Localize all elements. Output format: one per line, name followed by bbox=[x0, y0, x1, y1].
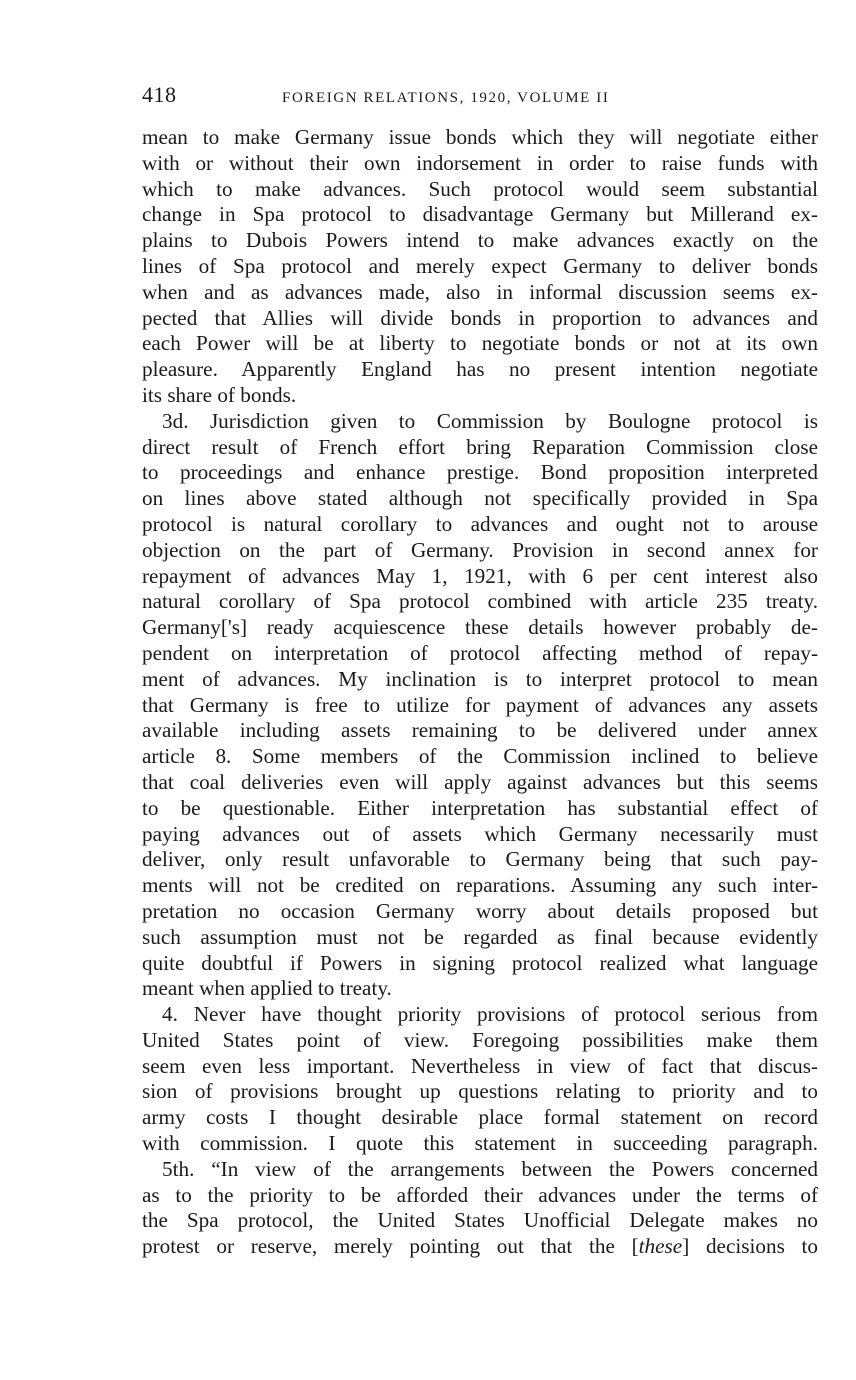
page-header bbox=[142, 82, 818, 112]
text-line: 3d. Jurisdiction given to Commission by Boulogne protocol is bbox=[162, 408, 818, 433]
text-line: each Power will be at liberty to negotiate bonds or not at its own bbox=[142, 331, 818, 356]
text-line: natural corollary of Spa protocol combined with article 235 treaty. bbox=[142, 589, 818, 614]
text-line: United States point of view. Foregoing possibilities make them bbox=[142, 1027, 818, 1052]
text-line: ment of advances. My inclination is to interpret protocol to mean bbox=[142, 666, 818, 691]
text-line: on lines above stated although not specifically provided in Spa bbox=[142, 486, 818, 511]
text-line: ments will not be credited on reparations. Assuming any such inter- bbox=[142, 873, 818, 898]
text-line: the Spa protocol, the United States Unofficial Delegate makes no bbox=[142, 1208, 818, 1233]
text-line: meant when applied to treaty. bbox=[142, 976, 392, 1001]
document-page bbox=[142, 82, 818, 1260]
text-line: seem even less important. Nevertheless in view of fact that discus- bbox=[142, 1053, 818, 1078]
text-line: with or without their own indorsement in order to raise funds with bbox=[142, 150, 818, 175]
running-head: FOREIGN RELATIONS, 1920, VOLUME II bbox=[282, 90, 610, 106]
text-line: available including assets remaining to be delivered under annex bbox=[142, 718, 818, 743]
text-line: pleasure. Apparently England has no present intention negotiate bbox=[142, 357, 818, 382]
text-line: quite doubtful if Powers in signing protocol realized what language bbox=[142, 950, 818, 975]
text-line: which to make advances. Such protocol would seem substantial bbox=[142, 176, 818, 201]
text-line: to be questionable. Either interpretation has substantial effect of bbox=[142, 795, 818, 820]
text-line: sion of provisions brought up questions relating to priority and to bbox=[142, 1079, 818, 1104]
text-line: to proceedings and enhance prestige. Bond proposition interpreted bbox=[142, 460, 818, 485]
text-line: pretation no occasion Germany worry about details proposed but bbox=[142, 898, 818, 923]
text-line: direct result of French effort bring Reparation Commission close bbox=[142, 434, 818, 459]
text-line: that coal deliveries even will apply against advances but this seems bbox=[142, 769, 818, 794]
text-line: with commission. I quote this statement in succeeding paragraph. bbox=[142, 1131, 818, 1156]
final-line-before: protest or reserve, merely pointing out that the [ bbox=[142, 1234, 639, 1259]
text-line: protocol is natural corollary to advances and ought not to arouse bbox=[142, 511, 818, 536]
final-line-after: ] decisions to bbox=[682, 1234, 819, 1259]
text-line: 4. Never have thought priority provisions of protocol serious from bbox=[162, 1002, 818, 1027]
text-line: its share of bonds. bbox=[142, 382, 297, 407]
text-line: lines of Spa protocol and merely expect Germany to deliver bonds bbox=[142, 253, 818, 278]
text-line: plains to Dubois Powers intend to make advances exactly on the bbox=[142, 228, 818, 253]
text-line: when and as advances made, also in informal discussion seems ex- bbox=[142, 279, 818, 304]
final-line-italic: these bbox=[638, 1234, 683, 1259]
text-body bbox=[142, 125, 818, 1260]
text-line: such assumption must not be regarded as final because evidently bbox=[142, 924, 818, 949]
text-line: objection on the part of Germany. Provision in second annex for bbox=[142, 537, 818, 562]
text-line: army costs I thought desirable place formal statement on record bbox=[142, 1105, 818, 1130]
text-line: that Germany is free to utilize for payment of advances any assets bbox=[142, 692, 818, 717]
page-number: 418 bbox=[142, 82, 177, 107]
text-line: paying advances out of assets which Germany necessarily must bbox=[142, 821, 818, 846]
text-line-final bbox=[142, 1234, 818, 1260]
text-line: as to the priority to be afforded their advances under the terms of bbox=[142, 1182, 818, 1207]
text-line: Germany['s] ready acquiescence these details however probably de- bbox=[142, 615, 818, 640]
text-line: pendent on interpretation of protocol affecting method of repay- bbox=[142, 640, 818, 665]
text-line: mean to make Germany issue bonds which they will negotiate either bbox=[142, 125, 818, 149]
text-line: pected that Allies will divide bonds in proportion to advances and bbox=[142, 305, 818, 330]
text-line: change in Spa protocol to disadvantage Germany but Millerand ex- bbox=[142, 202, 818, 227]
text-line: 5th. “In view of the arrangements between the Powers concerned bbox=[162, 1156, 818, 1181]
text-line: article 8. Some members of the Commission inclined to believe bbox=[142, 744, 818, 769]
text-line: deliver, only result unfavorable to Germany being that such pay- bbox=[142, 847, 818, 872]
text-line: repayment of advances May 1, 1921, with 6 per cent interest also bbox=[142, 563, 818, 588]
